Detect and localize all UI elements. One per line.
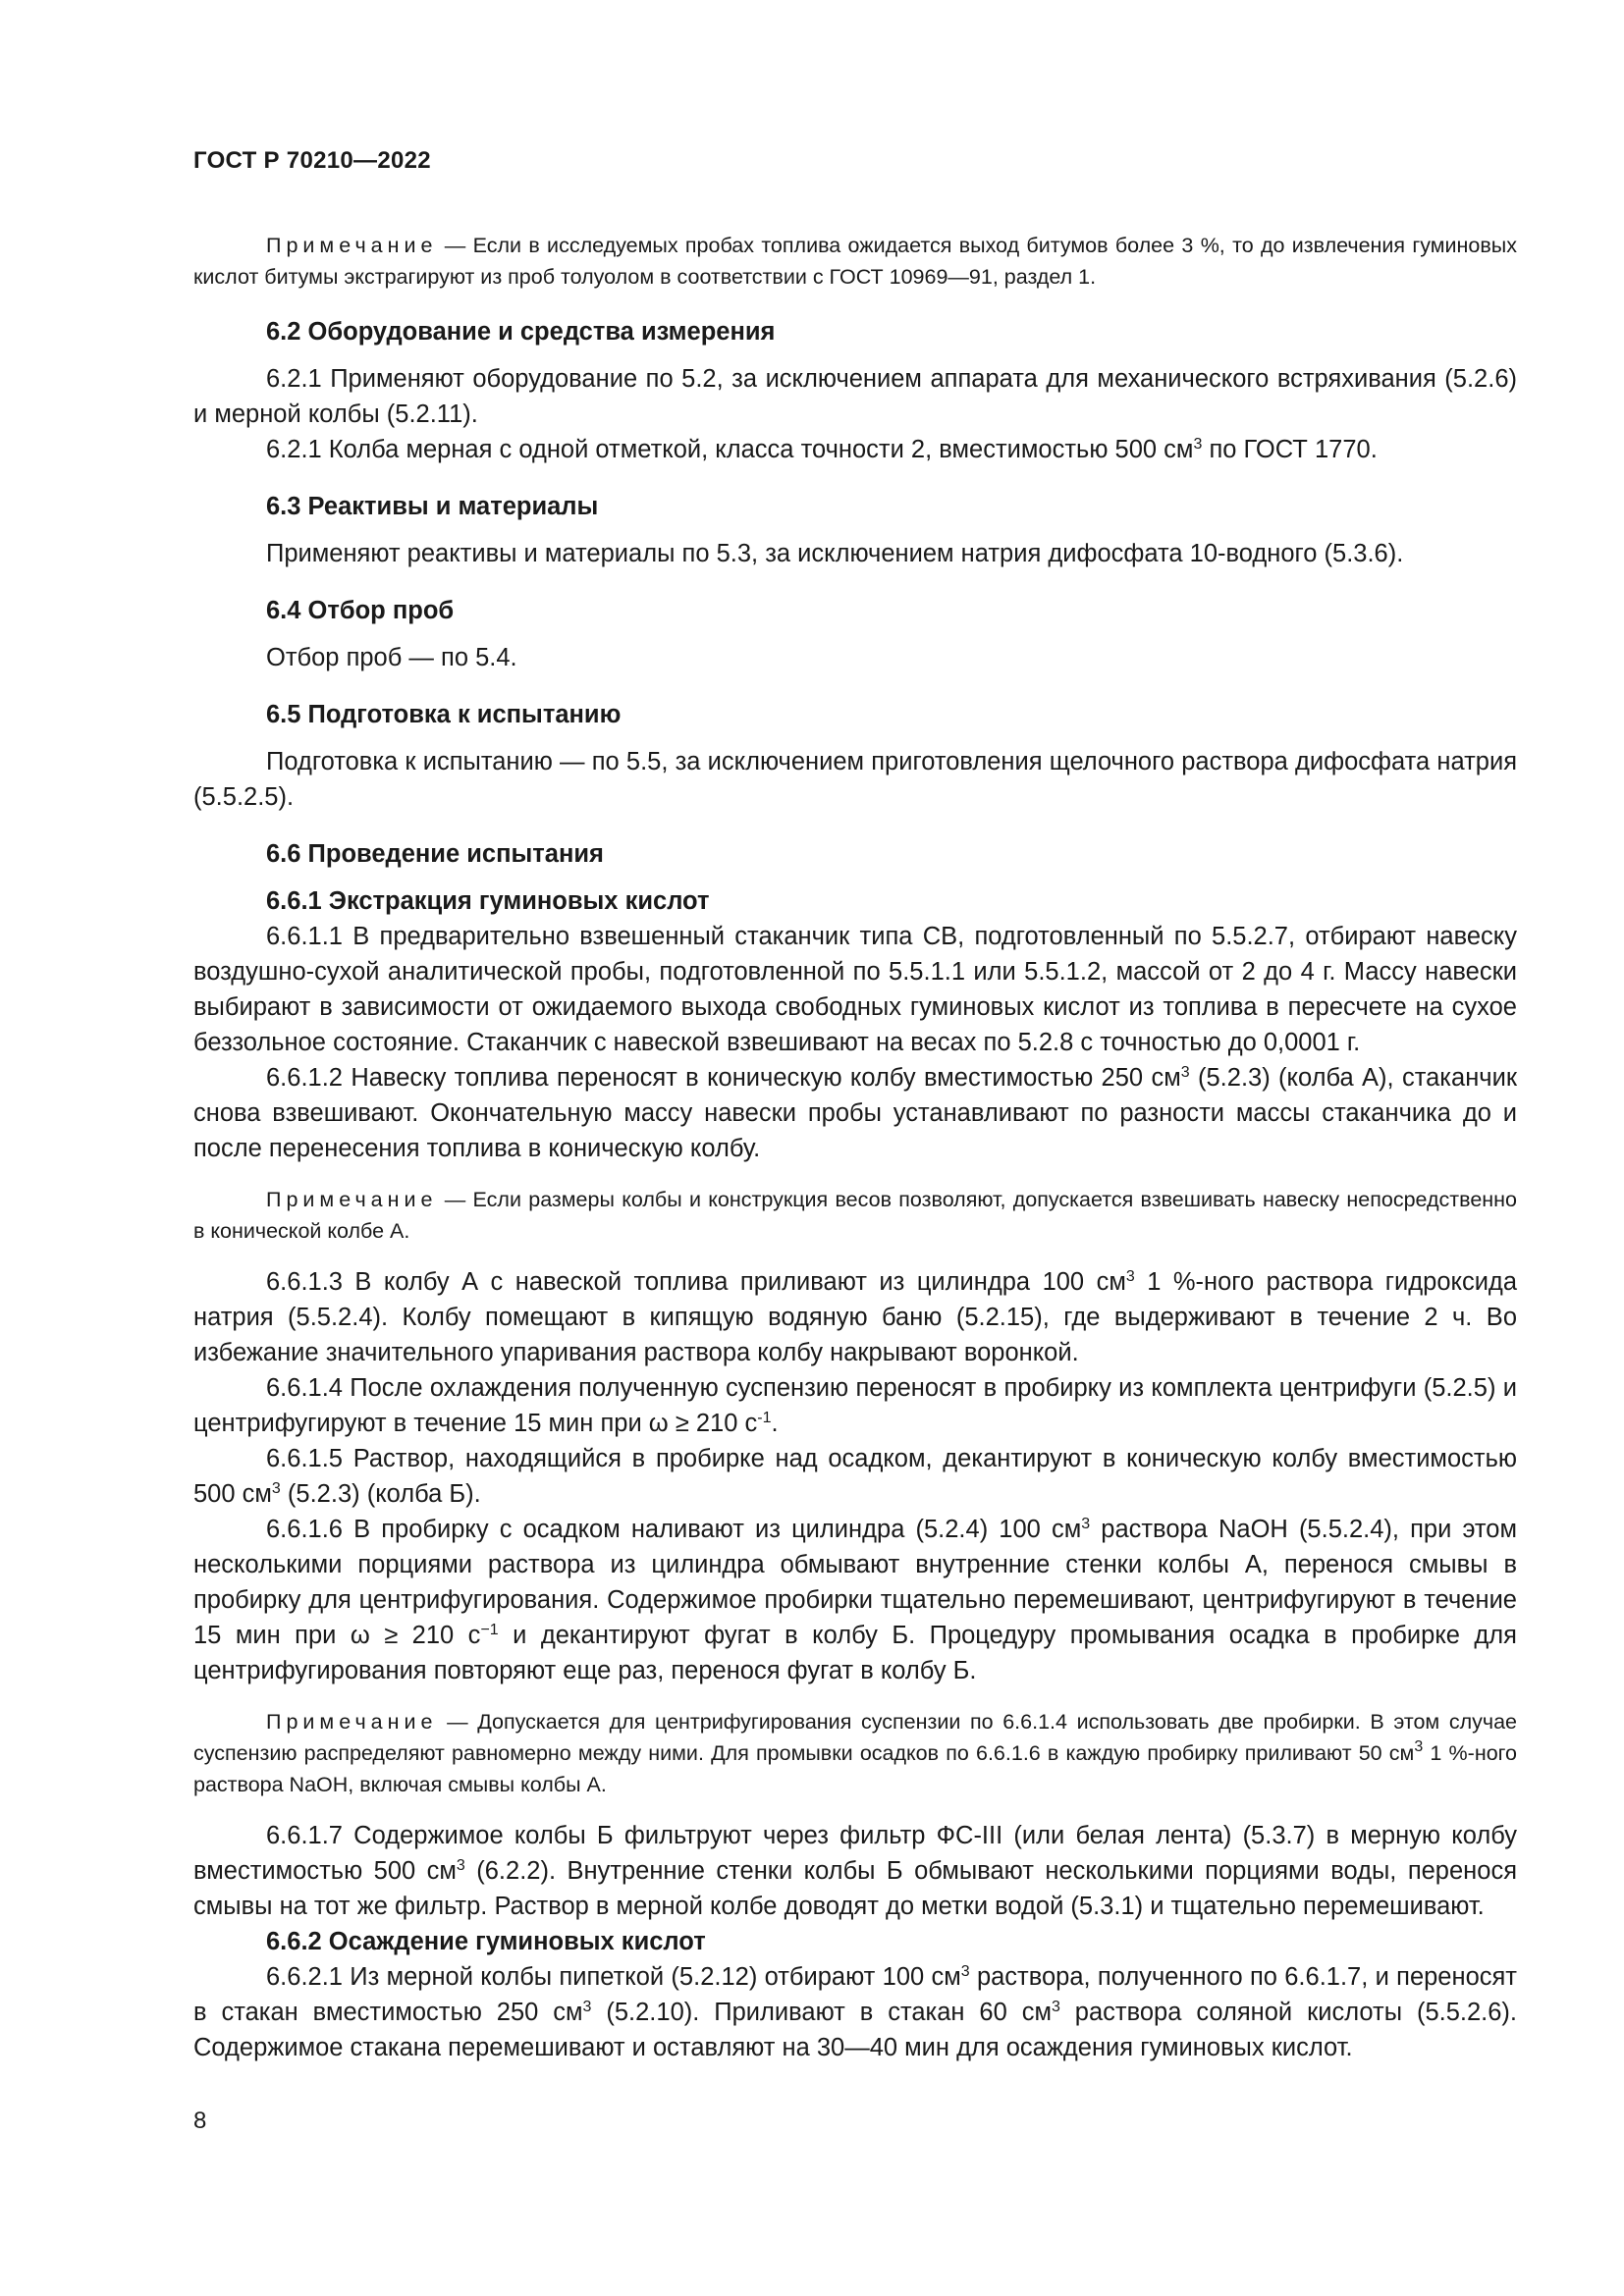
paragraph-6-6-1-2: 6.6.1.2 Навеску топлива переносят в коническую колбу вместимостью 250 $см^3$ (5.2.3) (колба А), стаканчик снова взвешивают. Окончательную массу навески пробы устанавливают по разности массы стаканчика до и после перенесения топлива в коническую колбу.	[193, 1064, 1517, 1162]
paragraph-6-3: Применяют реактивы и материалы по 5.3, за исключением натрия дифосфата 10-водного (5.3.6).	[266, 540, 1404, 567]
document-page	[193, 147, 1517, 2065]
paragraph-6-6-1-7: 6.6.1.7 Содержимое колбы Б фильтруют через фильтр ФС-III (или белая лента) (5.3.7) в мерную колбу вместимостью 500 $см^3$ (6.2.2). Внутренние стенки колбы Б обмывают несколькими порциями воды, перенося смывы на тот же фильтр. Раствор в мерной колбе доводят до метки водой (5.3.1) и тщательно перемешивают.	[193, 1822, 1517, 1920]
paragraph-6-6-1-6: 6.6.1.6 В пробирку с осадком наливают из цилиндра (5.2.4) 100 $см^3$ раствора NaOH (5.5.2.4), при этом несколькими порциями раствора из цилиндра обмывают внутренние стенки колбы А, перенося смывы в пробирку для центрифугирования. Содержимое пробирки тщательно перемешивают, центрифугируют в течение 15 мин при ω ≥ 210 $с^{-1}$ и декантируют фугат в колбу Б. Процедуру промывания осадка в пробирке для центрифугирования повторяют еще раз, перенося фугат в колбу Б.	[193, 1516, 1518, 1684]
subsection-heading-6-6-2: 6.6.2 Осаждение гуминовых кислот	[266, 1928, 706, 1955]
paragraph-6-6-1-5: 6.6.1.5 Раствор, находящийся в пробирке над осадком, декантируют в коническую колбу вместимостью 500 $см^3$ (5.2.3) (колба Б).	[193, 1445, 1517, 1508]
section-heading-6-2: 6.2 Оборудование и средства измерения	[266, 318, 776, 346]
paragraph-6-6-1-1: 6.6.1.1 В предварительно взвешенный стаканчик типа СВ, подготовленный по 5.5.2.7, отбирают навеску воздушно-сухой аналитической пробы, подготовленной по 5.5.1.1 или 5.5.1.2, массой от 2 до 4 г. Массу навески выбирают в зависимости от ожидаемого выхода свободных гуминовых кислот из топлива в пересчете на сухое беззольное состояние. Стаканчик с навеской взвешивают на весах по 5.2.8 с точностью до 0,0001 г.	[193, 923, 1517, 1056]
note-label: Примечание	[266, 234, 438, 257]
section-heading-6-4: 6.4 Отбор проб	[266, 597, 455, 624]
section-heading-6-6: 6.6 Проведение испытания	[266, 840, 604, 868]
note-label: Примечание	[266, 1188, 438, 1211]
note-bitumen: Примечание — Если в исследуемых пробах топлива ожидается выход битумов более 3 %, то до извлечения гуминовых кислот битумы экстрагируют из проб толуолом в соответствии с ГОСТ 10969—91, раздел 1.	[193, 234, 1517, 289]
paragraph-6-2-1a: 6.2.1 Применяют оборудование по 5.2, за исключением аппарата для механического встряхивания (5.2.6) и мерной колбы (5.2.11).	[193, 365, 1517, 428]
document-header: ГОСТ Р 70210—2022	[193, 147, 431, 174]
note-weighing: Примечание — Если размеры колбы и конструкция весов позволяют, допускается взвешивать навеску непосредственно в конической колбе А.	[193, 1188, 1517, 1243]
paragraph-6-2-1b: 6.2.1 Колба мерная с одной отметкой, класса точности 2, вместимостью 500 $см^3$ по ГОСТ 1770.	[266, 436, 1378, 463]
paragraph-6-6-1-4: 6.6.1.4 После охлаждения полученную суспензию переносят в пробирку из комплекта центрифуги (5.2.5) и центрифугируют в течение 15 мин при ω ≥ 210 $с^{-1}$.	[193, 1374, 1517, 1437]
paragraph-6-5: Подготовка к испытанию — по 5.5, за исключением приготовления щелочного раствора дифосфата натрия (5.5.2.5).	[193, 748, 1517, 811]
section-heading-6-5: 6.5 Подготовка к испытанию	[266, 701, 622, 728]
paragraph-6-4: Отбор проб — по 5.4.	[266, 644, 517, 671]
page-number: 8	[193, 2108, 207, 2134]
subsection-heading-6-6-1: 6.6.1 Экстракция гуминовых кислот	[266, 887, 710, 915]
paragraph-6-6-2-1: 6.6.2.1 Из мерной колбы пипеткой (5.2.12) отбирают 100 $см^3$ раствора, полученного по 6.6.1.7, и переносят в стакан вместимостью 250 $см^3$ (5.2.10). Приливают в стакан 60 $см^3$ раствора соляной кислоты (5.5.2.6). Содержимое стакана перемешивают и оставляют на 30—40 мин для осаждения гуминовых кислот.	[193, 1963, 1517, 2061]
note-label: Примечание	[266, 1710, 438, 1734]
paragraph-6-6-1-3: 6.6.1.3 В колбу А с навеской топлива приливают из цилиндра 100 $см^3$ 1 %-ного раствора гидроксида натрия (5.5.2.4). Колбу помещают в кипящую водяную баню (5.2.15), где выдерживают в течение 2 ч. Во избежание значительного упаривания раствора колбу накрывают воронкой.	[193, 1268, 1517, 1366]
note-centrifuge: Примечание — Допускается для центрифугирования суспензии по 6.6.1.4 использовать две пробирки. В этом случае суспензию распределяют равномерно между ними. Для промывки осадков по 6.6.1.6 в каждую пробирку приливают 50 $см^3$ 1 %-ного раствора NaOH, включая смывы колбы А.	[193, 1710, 1517, 1796]
section-heading-6-3: 6.3 Реактивы и материалы	[266, 493, 599, 520]
